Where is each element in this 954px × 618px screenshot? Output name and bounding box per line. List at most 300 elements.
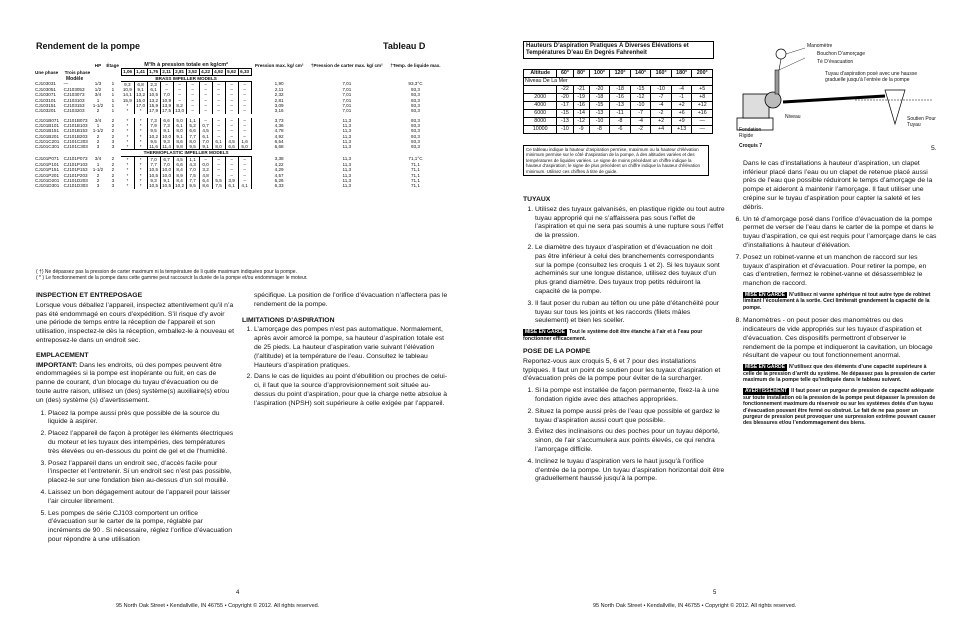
table-cell: 10,5 bbox=[147, 92, 160, 97]
table-row bbox=[34, 183, 444, 188]
label-fondation: Fondation Rigide bbox=[739, 127, 762, 139]
table-cell: +16 bbox=[692, 110, 713, 118]
table-cell: 9,5 bbox=[186, 183, 199, 188]
table-cell: – bbox=[238, 118, 251, 123]
tuyaux-steps bbox=[523, 206, 725, 326]
table-cell: 1 bbox=[111, 97, 115, 103]
table-cell: – bbox=[173, 92, 186, 97]
table-cell: * bbox=[121, 128, 134, 133]
list-item: 6. Un té d’amorçage posé dans l’orifice d’évacuation de la pompe permet de verser de l’eau dans le carter de la pompe et dans le tuyau d’aspiration, ce qui est requis pour l’amorçage dans le cas d’installations à hauteur d’élévation. bbox=[743, 216, 937, 251]
table-cell: 5,0 bbox=[238, 144, 251, 150]
table-cell: – bbox=[186, 87, 199, 92]
table-cell: 1-1/2 bbox=[92, 167, 104, 173]
table-cell: – bbox=[238, 162, 251, 167]
table-cell: 8,6 bbox=[173, 139, 186, 144]
list-item: 1. Si la pompe est installée de façon permanente, fixez-la à une fondation rigide avec des attaches appropriées. bbox=[535, 387, 725, 405]
table-cell: * bbox=[121, 183, 134, 188]
table-cell: +13 bbox=[671, 126, 692, 134]
table-cell: 2 bbox=[96, 177, 100, 183]
table-cell: -14 bbox=[573, 110, 589, 118]
table-cell: 8,4 bbox=[173, 167, 186, 172]
table-cell: CJ103201 bbox=[35, 108, 56, 114]
table-cell: -18 bbox=[589, 94, 610, 102]
table-cell: 9,1 bbox=[160, 178, 173, 183]
table-cell: +2 bbox=[651, 118, 672, 126]
label-te: Té D’évacuation bbox=[817, 59, 854, 65]
table-cell: 3 bbox=[111, 177, 115, 183]
table-cell: 3,09 bbox=[274, 103, 284, 109]
table-cell: * bbox=[121, 134, 134, 139]
list-item: 2. Le diamètre des tuyaux d’aspiration et d’évacuation ne doit pas être inférieur à celui des branchements correspondants sur la pompe (consultez les croquis 1 et 2). Si les tuyaux sont acheminés sur une longue distance, utilisez des tuyaux d’un plus grand diamètre. Des tuyaux trop petits réduiront la capacité de la pompe. bbox=[535, 244, 725, 297]
table-cell: CJ101D203 bbox=[63, 177, 88, 183]
list-item: 2. Placez l’appareil de façon à protéger les éléments électriques du moteur et les tuyaux des intempéries, des températures très élevées ou en-dessous du point de gel et de l’humidité. bbox=[48, 430, 234, 456]
table-cell: 10,2 bbox=[147, 134, 160, 139]
table-cell: 14,1 bbox=[121, 92, 134, 97]
table-cell: 4,78 bbox=[274, 128, 284, 134]
table-cell: – bbox=[238, 98, 251, 103]
table-cell: 4,22 bbox=[274, 162, 284, 168]
table-cell: 6,6 bbox=[173, 162, 186, 167]
table-cell: – bbox=[173, 87, 186, 92]
left-col1 bbox=[36, 292, 234, 548]
table-cell: 93,3 bbox=[411, 87, 420, 93]
pressure-header: 1,76 bbox=[147, 69, 160, 75]
table-cell: 3 bbox=[111, 138, 115, 144]
table-cell: 9,3 bbox=[147, 178, 160, 183]
table-cell: 8,4 bbox=[173, 178, 186, 183]
table-cell: CJ103053 bbox=[63, 87, 85, 93]
table-cell: +2 bbox=[671, 102, 692, 110]
table-cell: 3 bbox=[111, 183, 115, 189]
table-cell: +12 bbox=[692, 102, 713, 110]
table-cell: CJ101D303 bbox=[63, 183, 88, 189]
label-manometre: Manomètre bbox=[807, 43, 833, 49]
table-cell: – bbox=[212, 98, 225, 103]
table-cell: 1 bbox=[111, 103, 115, 109]
table-cell: -18 bbox=[610, 86, 631, 94]
label-bouchon: Bouchon D’amorçage bbox=[817, 51, 866, 57]
table-cell: 6,1 bbox=[199, 134, 212, 139]
step-5 bbox=[731, 145, 937, 154]
col-shutoff: †Pression de carter max. kg/ cm² bbox=[310, 63, 383, 68]
table-cell: -10 bbox=[589, 118, 610, 126]
table-cell: – bbox=[160, 81, 173, 87]
table-cell: * bbox=[121, 167, 134, 172]
step-5-text: Dans le cas d’installations à hauteur d’aspiration, un clapet inférieur placé dans l’eau ou un clapet de retenue placé aussi près de l’eau que possible réduiront le temps d’amorçage de la pompe et aideront à maintenir l’amorçage. Il faut utiliser une crépine sur le tuyau d’aspiration pour capter la saleté et les débris. bbox=[743, 159, 933, 211]
table-cell: 2 bbox=[96, 133, 100, 139]
table-row bbox=[524, 94, 713, 102]
empl-paragraph bbox=[36, 362, 234, 406]
list-item: 3. Posez l’appareil dans un endroit sec, d’accès facile pour l’inspecter et l’entretenir. Si un endroit sec n’est pas possible, placez-le sur une fondation bien au-dessus d’un sol mouillé. bbox=[48, 460, 234, 486]
table-cell: -10 bbox=[630, 102, 651, 110]
table-cell: * bbox=[121, 178, 134, 183]
list-item: 3. Évitez des inclinaisons ou des poches pour un tuyau déporté, sinon, de l’air s’accumulera aux points élevés, ce qui rendra l’amorçage difficile. bbox=[535, 428, 725, 454]
table-cell: 2 bbox=[111, 172, 115, 178]
table-cell: – bbox=[238, 87, 251, 92]
table-cell: -13 bbox=[610, 102, 631, 110]
altitude-note: Ce tableau indique la hauteur d’aspiration permise, maximum ou la hauteur d’élévation minimum permise sur le côté d’aspiration de la pompe, à des altitudes variées et des températures de liquides variées. Le signe de moins précédant un chiffre indique la hauteur d’aspiration; le signe de plus précédent un chiffre indique la hauteur d’élévation minimum. Utilisez ces chiffres à titre de guide. bbox=[523, 145, 709, 176]
table-cell: CJ101C201 bbox=[35, 138, 60, 144]
table-cell: 1 bbox=[111, 81, 115, 87]
table-cell: 9,5 bbox=[147, 128, 160, 133]
table-cell: 2,3 bbox=[147, 81, 160, 87]
table-cell: – bbox=[186, 81, 199, 87]
table-cell: – bbox=[173, 98, 186, 103]
table-cell: – bbox=[212, 81, 225, 87]
table-cell: 0,7 bbox=[199, 123, 212, 128]
table-row bbox=[524, 102, 713, 110]
table-cell: -4 bbox=[630, 118, 651, 126]
table-cell: 93,3 bbox=[411, 138, 420, 144]
table-cell: +8 bbox=[692, 94, 713, 102]
table-cell: 6,6 bbox=[160, 118, 173, 123]
table-cell: * bbox=[134, 167, 147, 172]
altitude-table bbox=[523, 69, 713, 134]
pressure-header: 2,11 bbox=[160, 69, 173, 75]
table-cell: 93,3 bbox=[411, 103, 420, 109]
caution-2 bbox=[743, 292, 937, 311]
table-cell: * bbox=[121, 103, 134, 108]
table-cell: 93,3 bbox=[411, 117, 420, 123]
table-cell: – bbox=[199, 118, 212, 123]
empl-steps bbox=[36, 410, 234, 545]
table-cell: * bbox=[121, 108, 134, 113]
pressure-header: 1,06 bbox=[121, 69, 134, 75]
table-cell: * bbox=[134, 144, 147, 150]
table-cell: 6000 bbox=[524, 110, 557, 118]
note-dagger: ( †) Ne dépassez pas la pression de carter maximum ni la température de li quide maximum indiquées pour la pompe. bbox=[36, 269, 297, 275]
table-row bbox=[524, 86, 713, 94]
table-cell: * bbox=[134, 162, 147, 167]
col-one-phase: Une phase bbox=[35, 69, 59, 75]
table-cell: 3/4 bbox=[94, 117, 102, 123]
table-cell: 3,73 bbox=[274, 117, 284, 123]
table-cell: 2 bbox=[96, 108, 100, 114]
caution-badge: MISE EN GARDE bbox=[745, 364, 786, 371]
table-cell: 3,16 bbox=[274, 108, 284, 114]
table-cell: 71,1 bbox=[411, 183, 420, 189]
table-cell: 7,01 bbox=[342, 87, 352, 93]
table-cell: 1 bbox=[96, 122, 100, 128]
table-cell: 93,3 bbox=[411, 144, 420, 150]
performance-table bbox=[34, 63, 444, 189]
table-cell: 7,7 bbox=[186, 134, 199, 139]
table-cell: CJ101B103 bbox=[63, 122, 88, 128]
table-cell: 4,57 bbox=[274, 172, 284, 178]
label-croquis: Croquis 7 bbox=[739, 143, 763, 149]
table-cell: 9,5 bbox=[147, 139, 160, 144]
table-cell: CJ101B073 bbox=[63, 117, 88, 123]
table-cell: — bbox=[63, 81, 69, 87]
table-cell: * bbox=[134, 134, 147, 139]
table-cell: 15,9 bbox=[147, 103, 160, 108]
table-cell: 1,1 bbox=[186, 156, 199, 162]
table-cell: 7,0 bbox=[147, 156, 160, 162]
table-cell: 1 bbox=[111, 92, 115, 98]
table-cell: * bbox=[134, 108, 147, 113]
pose-title: POSE DE LA POMPE bbox=[523, 347, 591, 355]
table-cell: * bbox=[121, 118, 134, 123]
table-cell: 6,8 bbox=[134, 81, 147, 87]
table-cell: 7,3 bbox=[147, 118, 160, 123]
table-cell: – bbox=[212, 167, 225, 172]
table-cell: 2,81 bbox=[274, 97, 284, 103]
table-cell: – bbox=[199, 81, 212, 87]
table-cell: – bbox=[225, 108, 238, 113]
table-cell: 11,3 bbox=[342, 183, 352, 189]
section-name: BRASS IMPELLER MODELS bbox=[121, 75, 251, 81]
table-cell: 0,0 bbox=[199, 162, 212, 167]
limits-title: LIMITATIONS D’ASPIRATION bbox=[242, 316, 335, 324]
table-cell: -11 bbox=[610, 110, 631, 118]
list-item: 4. Laissez un bon dégagement autour de l’appareil pour laisser l’air circuler librement. bbox=[48, 489, 234, 507]
suction-pipe bbox=[783, 96, 885, 102]
list-item: 3. Il faut poser du ruban au téflon ou une pâte d’étanchéité pour tuyau sur tous les joints et les raccords (filets mâles seulement) et bien les sceller. bbox=[535, 300, 725, 326]
label-soutien: Soutien Pour Tuyau bbox=[907, 116, 936, 128]
altitude-header-cell: 180° bbox=[671, 70, 692, 78]
table-cell: 11,3 bbox=[342, 144, 352, 150]
table-cell: 6,54 bbox=[274, 138, 284, 144]
table-cell: 6,26 bbox=[274, 177, 284, 183]
table-cell: – bbox=[212, 108, 225, 113]
list-item: 1. Placez la pompe aussi près que possible de la source du liquide à aspirer. bbox=[48, 410, 234, 428]
table-cell: 10,5 bbox=[147, 183, 160, 188]
table-cell: 3/4 bbox=[94, 92, 102, 98]
table-cell: 4000 bbox=[524, 102, 557, 110]
table-cell: CJ101P153 bbox=[63, 167, 88, 173]
table-cell: 5,5 bbox=[212, 178, 225, 183]
table-cell: -10 bbox=[651, 86, 672, 94]
col-temp: †Temp. de liquide max. bbox=[390, 63, 441, 68]
table-cell: 8,6 bbox=[199, 183, 212, 188]
table-cell: 7,01 bbox=[342, 92, 352, 98]
table-cell: 9,1 bbox=[199, 144, 212, 150]
table-cell: CJ103051 bbox=[35, 87, 56, 93]
table-cell: -15 bbox=[557, 110, 573, 118]
table-cell: -15 bbox=[630, 86, 651, 94]
table-cell: CJ103031 bbox=[35, 81, 56, 87]
altitude-header-cell: 60° bbox=[557, 70, 573, 78]
table-cell: – bbox=[238, 156, 251, 162]
table-cell: – bbox=[186, 98, 199, 103]
table-cell: 1/2 bbox=[94, 87, 102, 93]
pressure-header: 4,22 bbox=[199, 69, 212, 75]
pressure-header: 2,81 bbox=[173, 69, 186, 75]
table-cell: – bbox=[225, 167, 238, 172]
list-item: 1. Utilisez des tuyaux galvanisés, en plastique rigide ou tout autre tuyau approprié qui ne s’affaissera pas sous l’effet de l’aspiration et qui ne sera pas soumis à une rupture sous l’effet de la pression. bbox=[535, 206, 725, 241]
table-cell: -2 bbox=[651, 110, 672, 118]
table-row bbox=[524, 110, 713, 118]
table-cell: -16 bbox=[573, 102, 589, 110]
table-cell: * bbox=[121, 144, 134, 150]
table-cell: 4,36 bbox=[274, 122, 284, 128]
table-cell: 7,9 bbox=[147, 123, 160, 128]
col-hp: HP bbox=[94, 63, 102, 68]
table-cell: 7,5 bbox=[186, 173, 199, 178]
table-cell: -20 bbox=[589, 86, 610, 94]
table-cell: 4,1 bbox=[238, 183, 251, 188]
table-cell: * bbox=[134, 139, 147, 144]
insp-title: INSPECTION ET ENTREPOSAGE bbox=[36, 292, 143, 299]
table-cell: – bbox=[186, 103, 199, 108]
table-cell: -2 bbox=[630, 126, 651, 134]
empl-title: EMPLACEMENT bbox=[36, 351, 89, 359]
table-cell: 6,6 bbox=[225, 144, 238, 150]
tuyaux-title: TUYAUX bbox=[523, 196, 551, 203]
list-item: 1. L’amorçage des pompes n’est pas automatique. Normalement, après avoir amorcé la pompe, sa hauteur d’aspiration totale est de 25 pieds. La hauteur d’aspiration varie suivant l’élévation (l’altitude) et la température de l’eau. Consultez le tableau Hauteurs d’aspiration pratiques. bbox=[254, 326, 450, 370]
table-cell: CJ103151 bbox=[35, 103, 56, 109]
table-cell: 11,3 bbox=[342, 172, 352, 178]
table-cell: -8 bbox=[589, 126, 610, 134]
table-cell: – bbox=[238, 178, 251, 183]
table-cell: -19 bbox=[573, 94, 589, 102]
table-cell: 15,9 bbox=[121, 98, 134, 103]
table-cell: 11,4 bbox=[160, 144, 173, 150]
altitude-header-cell: 140° bbox=[630, 70, 651, 78]
table-cell: CJ101P073 bbox=[63, 156, 88, 162]
table-cell: 2 bbox=[111, 167, 115, 173]
table-cell: CJ101P071 bbox=[35, 156, 60, 162]
altitude-table-box bbox=[523, 41, 714, 59]
table-cell: 7,5 bbox=[212, 183, 225, 188]
table-cell: 17,9 bbox=[147, 108, 160, 113]
footer: 95 North Oak Street • Kendallville, IN 46755 • Copyright © 2012. All rights reserved. bbox=[116, 603, 320, 609]
page-number: 5 bbox=[713, 590, 717, 596]
pressure-header: 4,92 bbox=[212, 69, 225, 75]
table-cell: – bbox=[212, 128, 225, 133]
right-page bbox=[477, 0, 954, 618]
table-cell: 93,3 bbox=[411, 108, 420, 114]
table-cell: 6,7 bbox=[160, 156, 173, 162]
table-cell: 3/4 bbox=[94, 156, 102, 162]
table-cell: – bbox=[212, 134, 225, 139]
list-item: 2. Situez la pompe aussi près de l’eau que possible et gardez le tuyau d’aspiration aussi court que possible. bbox=[535, 408, 725, 426]
table-cell: – bbox=[238, 134, 251, 139]
table-cell: 2 bbox=[111, 122, 115, 128]
table-cell: – bbox=[160, 87, 173, 92]
table-cell: 9,3 bbox=[121, 81, 134, 87]
table-cell: – bbox=[225, 87, 238, 92]
table-cell: 4,8 bbox=[199, 173, 212, 178]
right-col1 bbox=[523, 196, 725, 487]
table-cell: 2 bbox=[111, 117, 115, 123]
table-cell: 2 bbox=[96, 138, 100, 144]
table-cell: 3 bbox=[96, 144, 100, 150]
table-cell: – bbox=[238, 167, 251, 172]
table-cell: * bbox=[134, 123, 147, 128]
limits-steps bbox=[242, 326, 450, 408]
table-cell: 1 bbox=[96, 97, 100, 103]
table-cell: 7,01 bbox=[342, 108, 352, 114]
table-cell: 8,9 bbox=[173, 173, 186, 178]
table-cell: CJ101B153 bbox=[63, 128, 88, 134]
altitude-header-cell: 160° bbox=[651, 70, 672, 78]
table-cell: – bbox=[212, 162, 225, 167]
table-cell: 7,0 bbox=[160, 92, 173, 97]
table-cell: – bbox=[238, 103, 251, 108]
table-cell: – bbox=[238, 173, 251, 178]
table-cell: 93,3 bbox=[411, 133, 420, 139]
table-cell: 11,3 bbox=[342, 138, 352, 144]
table-cell: 11,3 bbox=[342, 128, 352, 134]
table-cell: 1-1/2 bbox=[92, 103, 104, 109]
table-cell: 10,0 bbox=[160, 134, 173, 139]
table-cell: – bbox=[225, 156, 238, 162]
list-item: 5. Les pompes de série CJ103 comportent un orifice d’évacuation sur le carter de la pompe, réglable par incréments de 90 . Si nécessaire, réglez l’orifice d’évacuation pour répondre à une utilisation bbox=[48, 510, 234, 545]
right-col2 bbox=[731, 145, 937, 427]
table-cell: – bbox=[225, 103, 238, 108]
table-cell: 3 bbox=[96, 183, 100, 189]
table-cell: CJ101D201 bbox=[35, 177, 60, 183]
table-cell: 8,0 bbox=[186, 139, 199, 144]
table-cell: 2 bbox=[111, 162, 115, 168]
table-cell: 71,1 bbox=[411, 177, 420, 183]
warning-badge: AVERTISSEMENT bbox=[745, 388, 788, 395]
warning bbox=[743, 388, 937, 426]
table-cell: – bbox=[199, 87, 212, 92]
table-cell: 9,3 bbox=[160, 139, 173, 144]
table-cell: – bbox=[212, 103, 225, 108]
table-cell: +4 bbox=[651, 126, 672, 134]
table-cell: – bbox=[225, 118, 238, 123]
table-cell: 13,2 bbox=[134, 92, 147, 97]
table-cell: -4 bbox=[651, 102, 672, 110]
table-cell: 8000 bbox=[524, 118, 557, 126]
table-cell: 10,5 bbox=[147, 173, 160, 178]
col-three-phase: Trois phase bbox=[64, 69, 91, 75]
table-cell: 93,3 bbox=[411, 97, 420, 103]
table-cell: CJ101C301 bbox=[35, 144, 60, 150]
table-cell: 7,3 bbox=[160, 123, 173, 128]
table-cell: – bbox=[225, 134, 238, 139]
table-cell: 2000 bbox=[524, 94, 557, 102]
table-cell: CJ101P203 bbox=[63, 172, 88, 178]
page-number: 4 bbox=[236, 590, 240, 596]
table-cell: 10000 bbox=[524, 126, 557, 134]
table-cell: 1 bbox=[111, 108, 115, 114]
table-cell: – bbox=[212, 118, 225, 123]
table-cell: 13,0 bbox=[173, 108, 186, 113]
table-cell: CJ101B101 bbox=[35, 122, 60, 128]
table-cell: 2 bbox=[111, 133, 115, 139]
step-five-number: 5. bbox=[931, 145, 937, 152]
table-cell: -8 bbox=[610, 118, 631, 126]
altitude-title: Hauteurs D’aspiration Pratiques À Diverses Élévations et Températures D’eau En Degrés Fahrenheit bbox=[526, 43, 689, 56]
pose-step-8 bbox=[731, 317, 937, 361]
table-cell: 5,0 bbox=[173, 118, 186, 123]
table-cell bbox=[524, 86, 557, 94]
label-niveau: Niveau bbox=[785, 114, 801, 120]
table-cell: -6 bbox=[610, 126, 631, 134]
table-cell: 11,3 bbox=[342, 162, 352, 168]
table-cell: CJ101P103 bbox=[63, 162, 88, 168]
table-cell: -9 bbox=[573, 126, 589, 134]
table-cell: CJ101B151 bbox=[35, 128, 60, 134]
table-cell: 4,5 bbox=[173, 156, 186, 162]
pressure-header: 5,62 bbox=[225, 69, 238, 75]
gauge-icon bbox=[776, 49, 786, 59]
table-cell: * bbox=[121, 162, 134, 167]
table-cell: -16 bbox=[610, 94, 631, 102]
table-cell: 7,0 bbox=[199, 139, 212, 144]
section-name: THERMOPLASTIC IMPELLER MODELS bbox=[121, 150, 251, 156]
table-cell: 7,7 bbox=[147, 162, 160, 167]
table-cell: * bbox=[134, 118, 147, 123]
col-stage: Étage bbox=[106, 63, 119, 68]
table-cell: -12 bbox=[630, 94, 651, 102]
table-cell: 71,1°C bbox=[408, 156, 423, 162]
table-cell: 8,2 bbox=[173, 103, 186, 108]
